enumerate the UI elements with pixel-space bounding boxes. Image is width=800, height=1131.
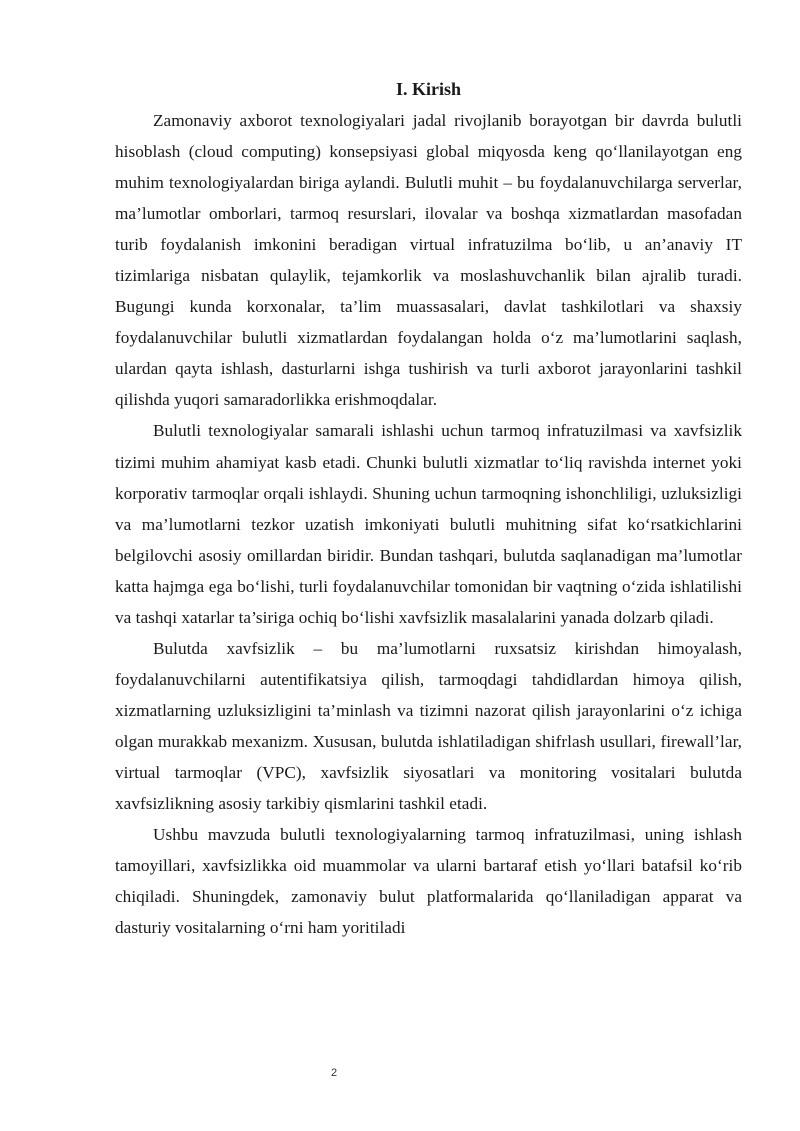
paragraph-1: Zamonaviy axborot texnologiyalari jadal rivojlanib borayotgan bir davrda bulutli hisoblash (cloud computing) konsepsiyasi global miqyosda keng qo‘llanilayotgan eng muhim texnologiyalardan biriga aylandi. Bulutli muhit – bu foydalanuvchilarga serverlar, ma’lumotlar omborlari, tarmoq resurslari, ilovalar va boshqa xizmatlardan masofadan turib foydalanish imkonini beradigan virtual infratuzilma bo‘lib, u an’anaviy IT tizimlariga nisbatan qulaylik, tejamkorlik va moslashuvchanlik bilan ajralib turadi. Bugungi kunda korxonalar, ta’lim muassasalari, davlat tashkilotlari va shaxsiy foydalanuvchilar bulutli xizmatlardan foydalangan holda o‘z ma’lumotlarini saqlash, ulardan qayta ishlash, dasturlarni ishga tushirish va turli axborot jarayonlarini tashkil qilishda yuqori samaradorlikka erishmoqdalar. bbox=[115, 111, 742, 410]
document-page bbox=[115, 76, 742, 943]
section-heading: I. Kirish bbox=[395, 79, 461, 99]
page-number: 2 bbox=[330, 1067, 338, 1079]
paragraph-2: Bulutli texnologiyalar samarali ishlashi uchun tarmoq infratuzilmasi va xavfsizlik tizimi muhim ahamiyat kasb etadi. Chunki bulutli xizmatlar to‘liq ravishda internet yoki korporativ tarmoqlar orqali ishlaydi. Shuning uchun tarmoqning ishonchliligi, uzluksizligi va ma’lumotlarni tezkor uzatish imkoniyati bulutli muhitning sifat ko‘rsatkichlarini belgilovchi asosiy omillardan biridir. Bundan tashqari, bulutda saqlanadigan ma’lumotlar katta hajmga ega bo‘lishi, turli foydalanuvchilar tomonidan bir vaqtning o‘zida ishlatilishi va tashqi xatarlar ta’siriga ochiq bo‘lishi xavfsizlik masalalarini yanada dolzarb qiladi. bbox=[115, 421, 742, 627]
paragraph-3: Bulutda xavfsizlik – bu ma’lumotlarni ruxsatsiz kirishdan himoyalash, foydalanuvchilarni autentifikatsiya qilish, tarmoqdagi tahdidlardan himoya qilish, xizmatlarning uzluksizligini ta’minlash va tizimni nazorat qilish jarayonlarini o‘z ichiga olgan murakkab mexanizm. Xususan, bulutda ishlatiladigan shifrlash usullari, firewall’lar, virtual tarmoqlar (VPC), xavfsizlik siyosatlari va monitoring vositalari bulutda xavfsizlikning asosiy tarkibiy qismlarini tashkil etadi. bbox=[115, 638, 742, 814]
paragraph-4: Ushbu mavzuda bulutli texnologiyalarning tarmoq infratuzilmasi, uning ishlash tamoyillari, xavfsizlikka oid muammolar va ularni bartaraf etish yo‘llari batafsil ko‘rib chiqiladi. Shuningdek, zamonaviy bulut platformalarida qo‘llaniladigan apparat va dasturiy vositalarning o‘rni ham yoritiladi bbox=[115, 825, 742, 938]
